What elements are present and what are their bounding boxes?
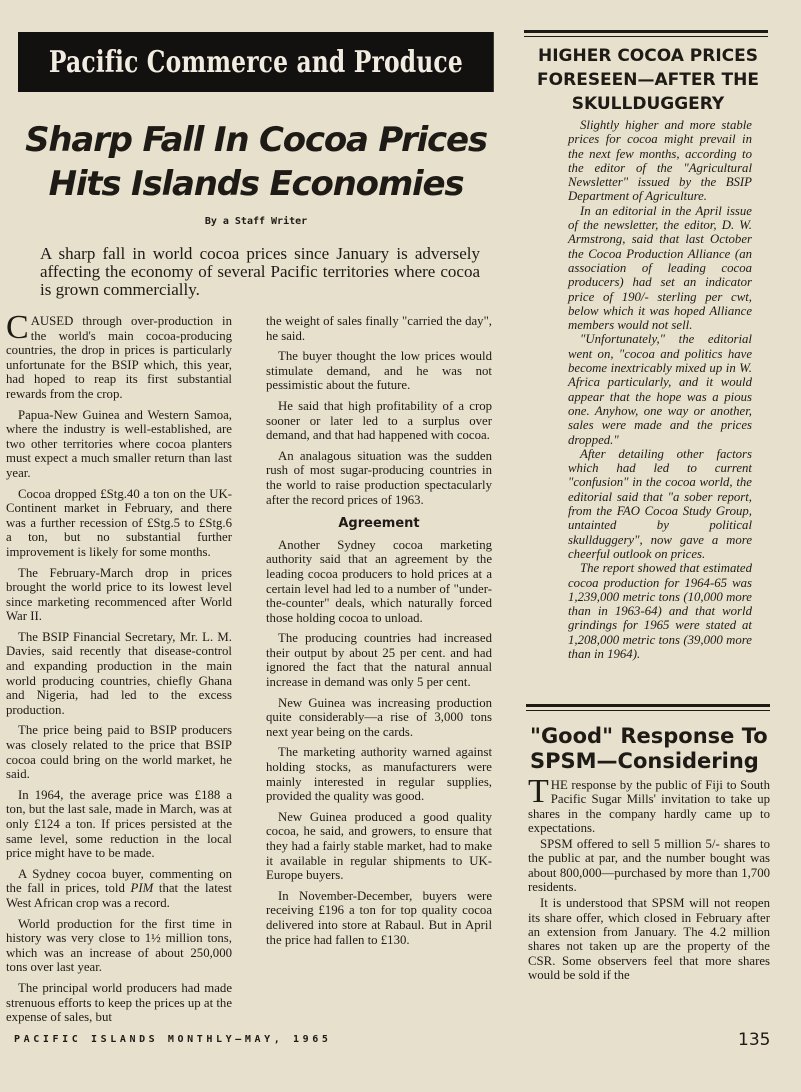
article-paragraph: The price being paid to BSIP producers was closely related to the price that BSIP cocoa could bring on the world market, he said. [6,723,232,782]
article-paragraph: In 1964, the average price was £188 a ton, but the last sale, made in March, was at only £124 a ton. If prices persisted at the same level, some reduction in the local price might have to be made. [6,787,232,861]
article-paragraph: A Sydney cocoa buyer, commenting on the fall in prices, told PIM that the latest West African crop was a record. [6,866,232,910]
sidebar-paragraph: After detailing other factors which had led to current "confusion" in the cocoa world, the editorial said that "a sober report, from the FAO Cocoa Study Group, untainted by political skullduggery", now gave a more cheerful outlook on prices. [568,446,752,561]
sidebar-paragraph: Slightly higher and more stable prices for cocoa might prevail in the next few months, according to the editor of the "Agricultural Newsletter" issued by the BSIP Department of Agriculture. [568,118,752,204]
article-column-1 [6,309,232,1031]
sidebar-top-rule-thin [524,36,768,37]
article-paragraph: An analagous situation was the sudden rush of most sugar-producing countries in the world to raise production spectacularly after the record prices of 1963. [266,448,492,507]
drop-cap: C [6,309,29,346]
sidebar-article [568,118,752,661]
drop-cap: T [528,773,549,810]
article-paragraph: New Guinea produced a good quality cocoa, he said, and growers, to ensure that they had a fairly stable market, had to make it available in regular shipments to UK-Europe buyers. [266,809,492,883]
sidebar-divider-rule [526,704,770,707]
sidebar-2-paragraph: SPSM offered to sell 5 million 5/- shares to the public at par, and the number bought was about 800,000—purchased by more than 1,700 residents. [528,837,770,895]
sidebar-2-headline: "Good" Response To SPSM—Considering [530,724,768,773]
sidebar-headline: HIGHER COCOA PRICES FORESEEN—AFTER THE SKULLDUGGERY [537,46,759,114]
article-paragraph: The February-March drop in prices brought the world price to its lowest level since marketing recommenced after World War II. [6,565,232,624]
sidebar-2-paragraph: It is understood that SPSM will not reopen its share offer, which closed in February after an extension from January. The 4.2 million shares not taken up are the property of the CSR. Some observers feel that more shares would be sold if the [528,896,770,982]
section-banner: Pacific Commerce and Produce [18,32,494,92]
headline-line-2: Hits Islands Economies [48,164,464,204]
article-paragraph: The principal world producers had made strenuous efforts to keep the prices up at the expense of sales, but [6,980,232,1025]
article-paragraph: Another Sydney cocoa marketing authority said that an agreement by the leading cocoa producers to hold prices at a certain level had led to a number of "under-the-counter" deals, which naturally forced those holding cocoa to unload. [266,537,492,625]
headline-line-1: Sharp Fall In Cocoa Prices [25,120,487,160]
intro-paragraph: A sharp fall in world cocoa prices since January is adversely affecting the economy of several Pacific territories where cocoa is grown commercially. [40,244,480,299]
article-subhead: Agreement [338,516,420,532]
sidebar-paragraph: The report showed that estimated cocoa production for 1964-65 was 1,239,000 metric tons (10,000 more than in 1963-64) and that world grindings for 1965 were stated at 1,208,000 metric tons (39,000 more than in 1964). [568,561,752,661]
article-paragraph: The BSIP Financial Secretary, Mr. L. M. Davies, said recently that disease-control and expanding production in the main world producing countries, chiefly Ghana and Nigeria, had led to the excess production. [6,629,232,717]
article-paragraph: New Guinea was increasing production quite considerably—a rise of 3,000 tons next year being on the cards. [266,695,492,739]
article-paragraph: The marketing authority warned against holding stocks, as manufacturers were mainly interested in regular supplies, provided the quality was good. [266,745,492,804]
article-paragraph: The buyer thought the low prices would stimulate demand, and he was not pessimistic about the future. [266,349,492,393]
sidebar-paragraph: "Unfortunately," the editorial went on, "cocoa and politics have become inextricably mixed up in W. Africa particularly, and it would appear that the hope was a pious one. Anyhow, one way or another, sales were made and the prices dropped." [568,332,752,447]
article-column-2 [266,314,492,953]
article-paragraph: The producing countries had increased their output by about 25 per cent. and had ignored the fact that the natural annual increase in demand was only 5 per cent. [266,631,492,690]
article-paragraph: In November-December, buyers were receiving £196 a ton for top quality cocoa delivered into store at Rabaul. But in April the price had fallen to £130. [266,888,492,947]
article-paragraph: the weight of sales finally "carried the day", he said. [266,314,492,343]
article-paragraph: World production for the first time in history was very close to 1½ million tons, which was an increase of about 250,000 tons over last year. [6,916,232,975]
sidebar-top-rule [524,30,768,33]
article-paragraph: Cocoa dropped £Stg.40 a ton on the UK-Continent market in February, and there was a further recession of £Stg.5 to £Stg.6 a ton, but no substantial further improvement is likely for some months. [6,486,232,559]
article-paragraph: Papua-New Guinea and Western Samoa, where the industry is well-established, are two other territories where cocoa planters must expect a much smaller return than last year. [6,407,232,480]
sidebar-paragraph: In an editorial in the April issue of the newsletter, the editor, D. W. Armstrong, said that last October the Cocoa Production Alliance (an association of leading cocoa producers) had set an indicator price of 190/- sterling per cwt, below which it was hoped Alliance members would not sell. [568,203,752,333]
sidebar-2-paragraph: THE response by the public of Fiji to South Pacific Sugar Mills' invitation to take up shares in the company hardly came up to expectations. [528,773,770,835]
article-paragraph: He said that high profitability of a crop sooner or later led to a surplus over demand, and that had happened with cocoa. [266,398,492,443]
byline: By a Staff Writer [204,216,308,227]
page-number: 135 [738,1030,771,1050]
sidebar-divider-rule-thin [526,710,770,711]
sidebar-2-article [528,773,770,984]
article-paragraph: CAUSED through over-production in the world's main cocoa-producing countries, the drop in prices is particularly unfortunate for the BSIP which, this year, had hoped to reap its first substantial rewards from the crop. [6,309,232,401]
page-footer: PACIFIC ISLANDS MONTHLY—MAY, 1965 [14,1034,332,1045]
